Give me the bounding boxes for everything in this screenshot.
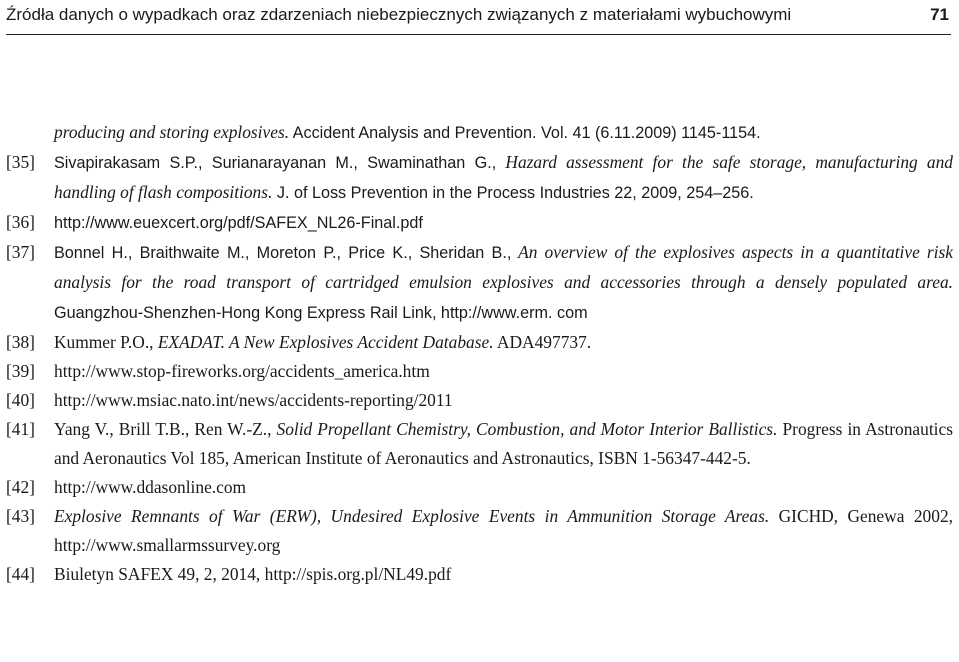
reference-link: http://www.ddasonline.com [54,477,247,497]
reference-number: [41] [6,419,35,439]
reference-source: Progress in Astronautics and Aeronautics Vol 185, American Institute of Aeronautics and Astronautics, ISBN 1-56347-442-5. [54,419,953,468]
reference-number: [35] [6,152,35,172]
reference-36 [0,208,959,238]
reference-number: [44] [6,564,35,584]
page-number: 71 [930,5,949,24]
reference-number: [37] [6,242,35,262]
reference-41 [0,415,959,473]
reference-number: [39] [6,361,35,381]
reference-continuation [0,118,959,148]
reference-link: http://www.stop-fireworks.org/accidents_america.htm [54,361,430,381]
reference-title: Explosive Remnants of War (ERW), Undesired Explosive Events in Ammunition Storage Areas. [54,506,770,526]
reference-number: [42] [6,477,35,497]
reference-title: EXADAT. A New Explosives Accident Database. [153,332,494,352]
reference-link: http://www.euexcert.org/pdf/SAFEX_NL26-Final.pdf [54,214,423,232]
reference-authors: Sivapirakasam S.P., Surianarayanan M., Swaminathan G., [54,154,497,172]
reference-authors: Yang V., Brill T.B., Ren W.-Z., [54,419,272,439]
reference-list [0,118,959,589]
reference-authors: Bonnel H., Braithwaite M., Moreton P., Price K., Sheridan B., [54,244,512,262]
reference-39 [0,357,959,386]
reference-35 [0,148,959,208]
reference-number: [36] [6,212,35,232]
reference-44 [0,560,959,589]
reference-title: Solid Propellant Chemistry, Combustion, and Motor Interior Ballistics. [271,419,778,439]
reference-authors: Kummer P.O., [54,332,154,352]
reference-link: Biuletyn SAFEX 49, 2, 2014, http://spis.org.pl/NL49.pdf [54,564,452,584]
reference-source: GICHD, Genewa 2002, http://www.smallarmssurvey.org [54,506,953,555]
reference-number: [43] [6,506,35,526]
running-title: Źródła danych o wypadkach oraz zdarzeniach niebezpiecznych związanych z materiałami wybuchowymi [6,5,792,24]
reference-42 [0,473,959,502]
reference-40 [0,386,959,415]
reference-38 [0,328,959,357]
reference-title: An overview of the explosives aspects in a quantitative risk analysis for the road transport of cartridged emulsion explosives and accessories through a densely populated area. [54,242,953,292]
continuation-source: Accident Analysis and Prevention. Vol. 41 (6.11.2009) 1145-1154. [289,124,761,142]
reference-number: [38] [6,332,35,352]
continuation-title: producing and storing explosives. [54,122,290,142]
page-header [6,0,951,35]
reference-source: ADA497737. [493,332,592,352]
reference-source: J. of Loss Prevention in the Process Industries 22, 2009, 254–256. [272,184,754,202]
reference-number: [40] [6,390,35,410]
reference-source: Guangzhou-Shenzhen-Hong Kong Express Rail Link, http://www.erm. com [54,304,588,322]
reference-title: Hazard assessment for the safe storage, manufacturing and handling of flash compositions. [54,152,953,202]
reference-37 [0,238,959,328]
reference-43 [0,502,959,560]
reference-link: http://www.msiac.nato.int/news/accidents-reporting/2011 [54,390,453,410]
